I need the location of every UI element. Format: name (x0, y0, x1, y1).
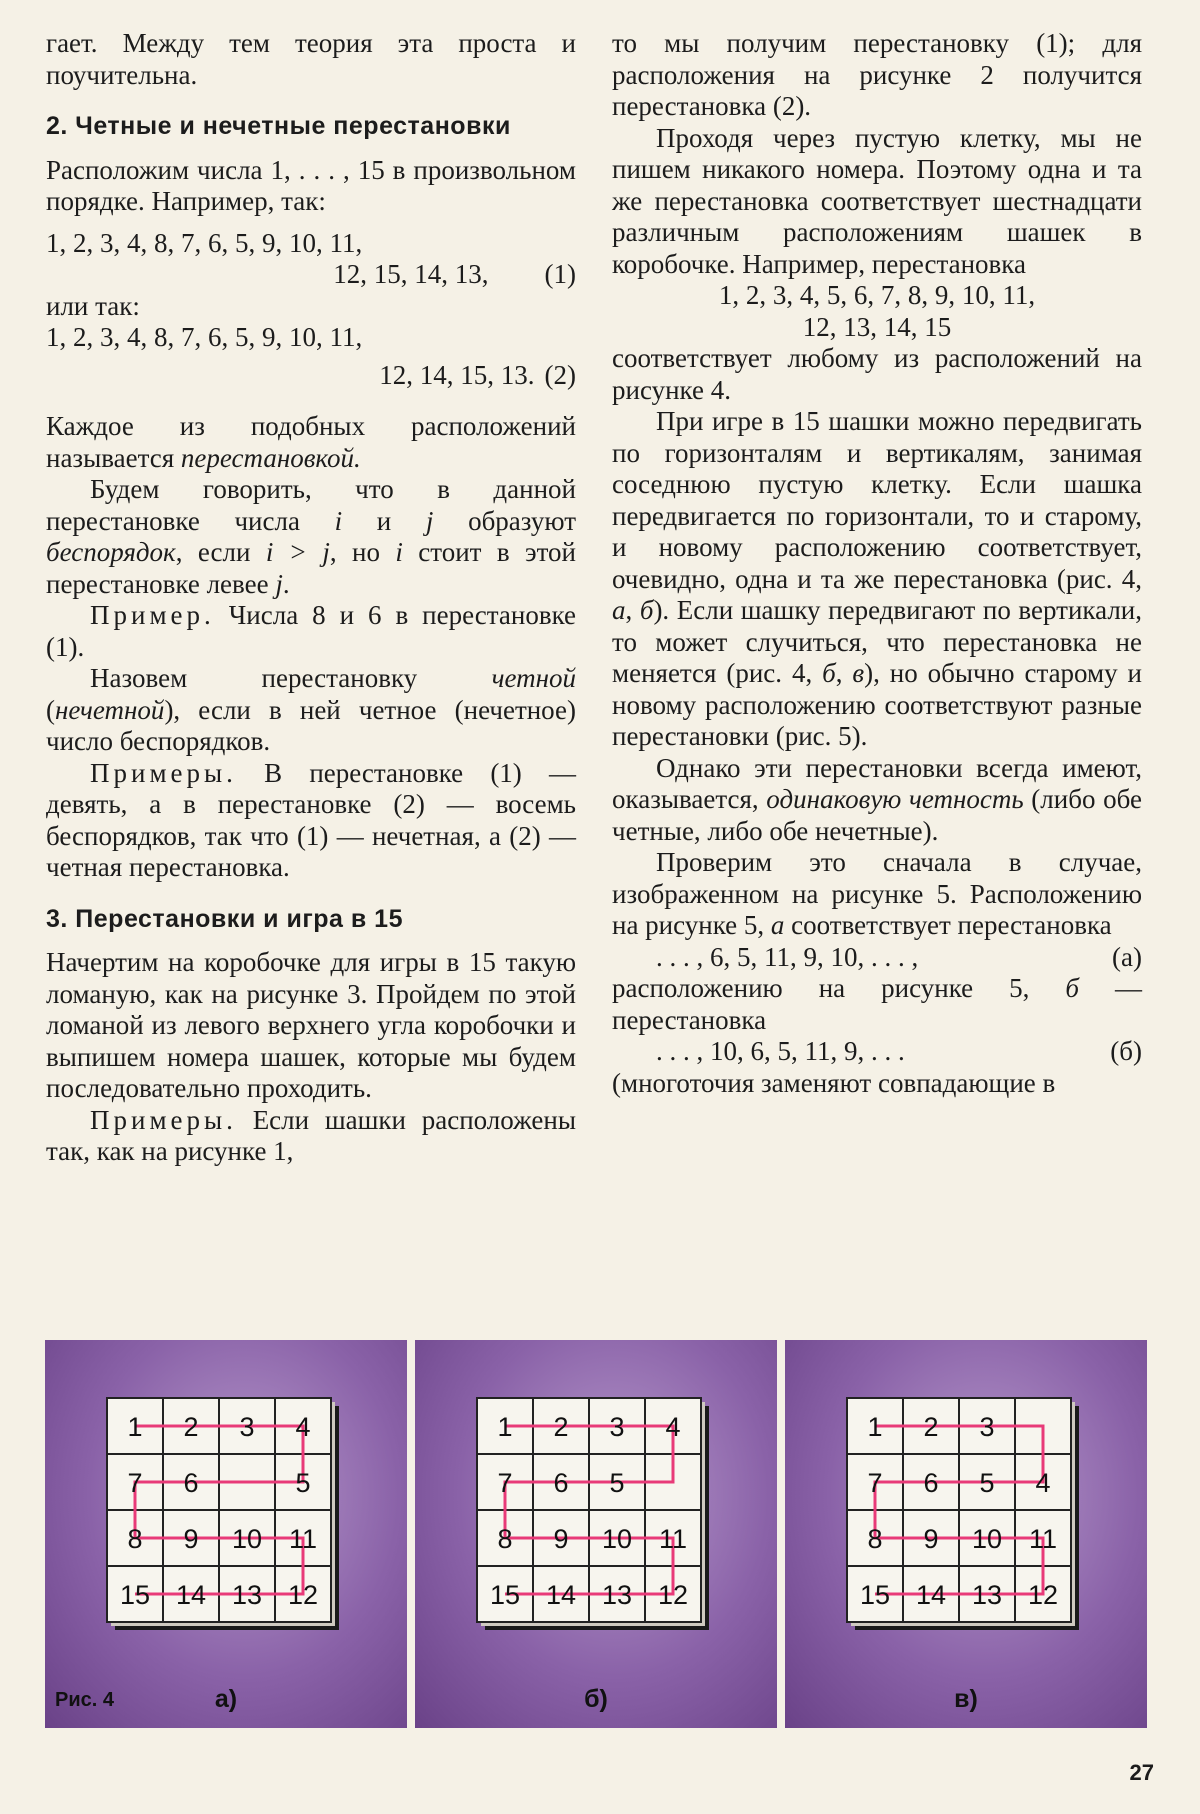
paragraph: соответствует любому из расположений на рисунке 4. (612, 343, 1142, 405)
sequence-2-line-2 (46, 360, 576, 392)
tile-number: 5 (979, 1468, 995, 1498)
tile-number: 3 (239, 1412, 255, 1442)
tile-number: 9 (553, 1524, 569, 1554)
paragraph-intro: гает. Между тем теория эта проста и поучительна. (46, 28, 576, 90)
figure-4 (45, 1340, 1151, 1728)
tile-number: 1 (867, 1412, 883, 1442)
tile-number: 11 (288, 1524, 318, 1554)
tile-number: 12 (287, 1580, 319, 1610)
paragraph: При игре в 15 шашки можно передвигать по горизонталям и вертикалям, занимая соседнюю пустую клетку. Если шашка передвигается по горизонтали, то и старому, и новому расположению соответствует, очевидно, одна и та же перестановка (рис. 4, а, б). Если шашку передвигают по вертикали, то может случиться, что перестановка не меняется (рис. 4, б, в), но обычно старому и новому расположению соответствуют разные перестановки (рис. 5). (612, 406, 1142, 751)
tile-number: 9 (183, 1524, 199, 1554)
section-heading-3: 3. Перестановки и игра в 15 (46, 904, 403, 933)
figure-caption: Рис. 4 (55, 1689, 114, 1711)
paragraph: Будем говорить, что в данной перестановке числа i и j образуют беспорядок, если i > j, но i стоит в этой перестановке левее j. (46, 474, 576, 599)
figure-panel-b (415, 1340, 777, 1728)
tile-number: 10 (601, 1524, 633, 1554)
sequence-2-line-1: 1, 2, 3, 4, 8, 7, 6, 5, 9, 10, 11, (46, 322, 363, 352)
tile-number: 9 (923, 1524, 939, 1554)
tile-number: 4 (295, 1412, 311, 1442)
sequence-line-2: 12, 13, 14, 15 (802, 311, 952, 342)
tile-number: 12 (657, 1580, 689, 1610)
paragraph-or: или так: (46, 290, 140, 321)
sequence-a: . . . , 6, 5, 11, 9, 10, . . . , (a) (656, 941, 1142, 972)
tile-number: 5 (295, 1468, 311, 1498)
tile-number: 2 (923, 1412, 939, 1442)
tile-number: 14 (915, 1580, 947, 1610)
tile-number: 3 (979, 1412, 995, 1442)
figure-panel-c (785, 1340, 1147, 1728)
tile-number: 6 (183, 1468, 199, 1498)
tile-number: 10 (971, 1524, 1003, 1554)
tile-number: 15 (859, 1580, 891, 1610)
paragraph-examples: Примеры. В перестановке (1) — девять, а в перестановке (2) — восемь беспорядков, так что (1) — нечетная, а (2) — четная перестановка. (46, 757, 576, 882)
tile-number: 11 (658, 1524, 688, 1554)
tile-number: 12 (1027, 1580, 1059, 1610)
tile-number: 8 (867, 1524, 883, 1554)
tile-number: 7 (867, 1468, 883, 1498)
paragraph: Каждое из подобных расположений называется перестановкой. (46, 411, 576, 473)
tile-number: 4 (665, 1412, 681, 1442)
tile-number: 14 (545, 1580, 577, 1610)
tile-number: 6 (923, 1468, 939, 1498)
tile-number: 14 (175, 1580, 207, 1610)
tile-number: 5 (609, 1468, 625, 1498)
tile-number: 2 (553, 1412, 569, 1442)
figure-panel-a (45, 1340, 407, 1728)
paragraph: расположению на рисунке 5, б — перестановка (612, 973, 1142, 1035)
sequence-b: . . . , 10, 6, 5, 11, 9, . . . (б) (656, 1036, 1142, 1066)
tile-number: 8 (497, 1524, 513, 1554)
tile-number: 4 (1035, 1468, 1051, 1498)
tile-number: 13 (971, 1580, 1003, 1610)
sequence-1-line-1: 1, 2, 3, 4, 8, 7, 6, 5, 9, 10, 11, (46, 227, 363, 258)
tile-number: 1 (127, 1412, 143, 1442)
sequence-1-line-2 (46, 259, 576, 291)
sequence-line-1: 1, 2, 3, 4, 5, 6, 7, 8, 9, 10, 11, (718, 280, 1036, 310)
panel-label: а) (214, 1685, 238, 1713)
paragraph-examples: Примеры. Если шашки расположены так, как на рисунке 1, (46, 1104, 576, 1166)
puzzle-board (785, 1340, 1147, 1728)
tile-number: 1 (497, 1412, 513, 1442)
paragraph: Начертим на коробочке для игры в 15 такую ломаную, как на рисунке 3. Пройдем по этой ломаной из левого верхнего угла коробочки и выпишем номера шашек, которые мы будем последовательно проходить. (46, 947, 576, 1103)
panel-label: в) (954, 1685, 978, 1713)
tile-number: 15 (489, 1580, 521, 1610)
tile-number: 3 (609, 1412, 625, 1442)
paragraph: Расположим числа 1, . . . , 15 в произвольном порядке. Например, так: (46, 154, 576, 216)
tile-number: 6 (553, 1468, 569, 1498)
paragraph: Назовем перестановку четной (нечетной), если в ней четное (нечетное) число беспорядков. (46, 663, 576, 756)
tile-number: 2 (183, 1412, 199, 1442)
tile-number: 7 (127, 1468, 143, 1498)
paragraph: Проходя через пустую клетку, мы не пишем никакого номера. Поэтому одна и та же перестановка соответствует шестнадцати различным расположениям шашек в коробочке. Например, перестановка (612, 122, 1142, 279)
paragraph: Однако эти перестановки всегда имеют, оказывается, одинаковую четность (либо обе четные, либо обе нечетные). (612, 752, 1142, 846)
right-column (612, 28, 1142, 1099)
tile-number: 11 (1028, 1524, 1058, 1554)
tile-number: 13 (231, 1580, 263, 1610)
tile-number: 10 (231, 1524, 263, 1554)
sequence-text: 12, 14, 15, 13. (379, 359, 535, 390)
tile-number: 13 (601, 1580, 633, 1610)
paragraph: Проверим это сначала в случае, изображенном на рисунке 5. Расположению на рисунке 5, а соответствует перестановка (612, 847, 1142, 940)
panel-label: б) (584, 1685, 608, 1713)
paragraph-example: Пример. Числа 8 и 6 в перестановке (1). (46, 600, 576, 662)
puzzle-board (415, 1340, 777, 1728)
tile-number: 7 (497, 1468, 513, 1498)
section-heading-2: 2. Четные и нечетные перестановки (46, 112, 511, 140)
left-column (46, 28, 576, 1168)
puzzle-board (45, 1340, 407, 1728)
sequence-text: 12, 15, 14, 13, (333, 259, 489, 289)
tile-number: 8 (127, 1524, 143, 1554)
equation-tag: (2) (544, 359, 576, 390)
paragraph: (многоточия заменяют совпадающие в (612, 1067, 1056, 1098)
equation-tag: (1) (544, 259, 576, 289)
paragraph: то мы получим перестановку (1); для расположения на рисунке 2 получится перестановка (2). (612, 28, 1142, 121)
tile-number: 15 (119, 1580, 151, 1610)
page-number: 27 (1129, 1760, 1154, 1785)
